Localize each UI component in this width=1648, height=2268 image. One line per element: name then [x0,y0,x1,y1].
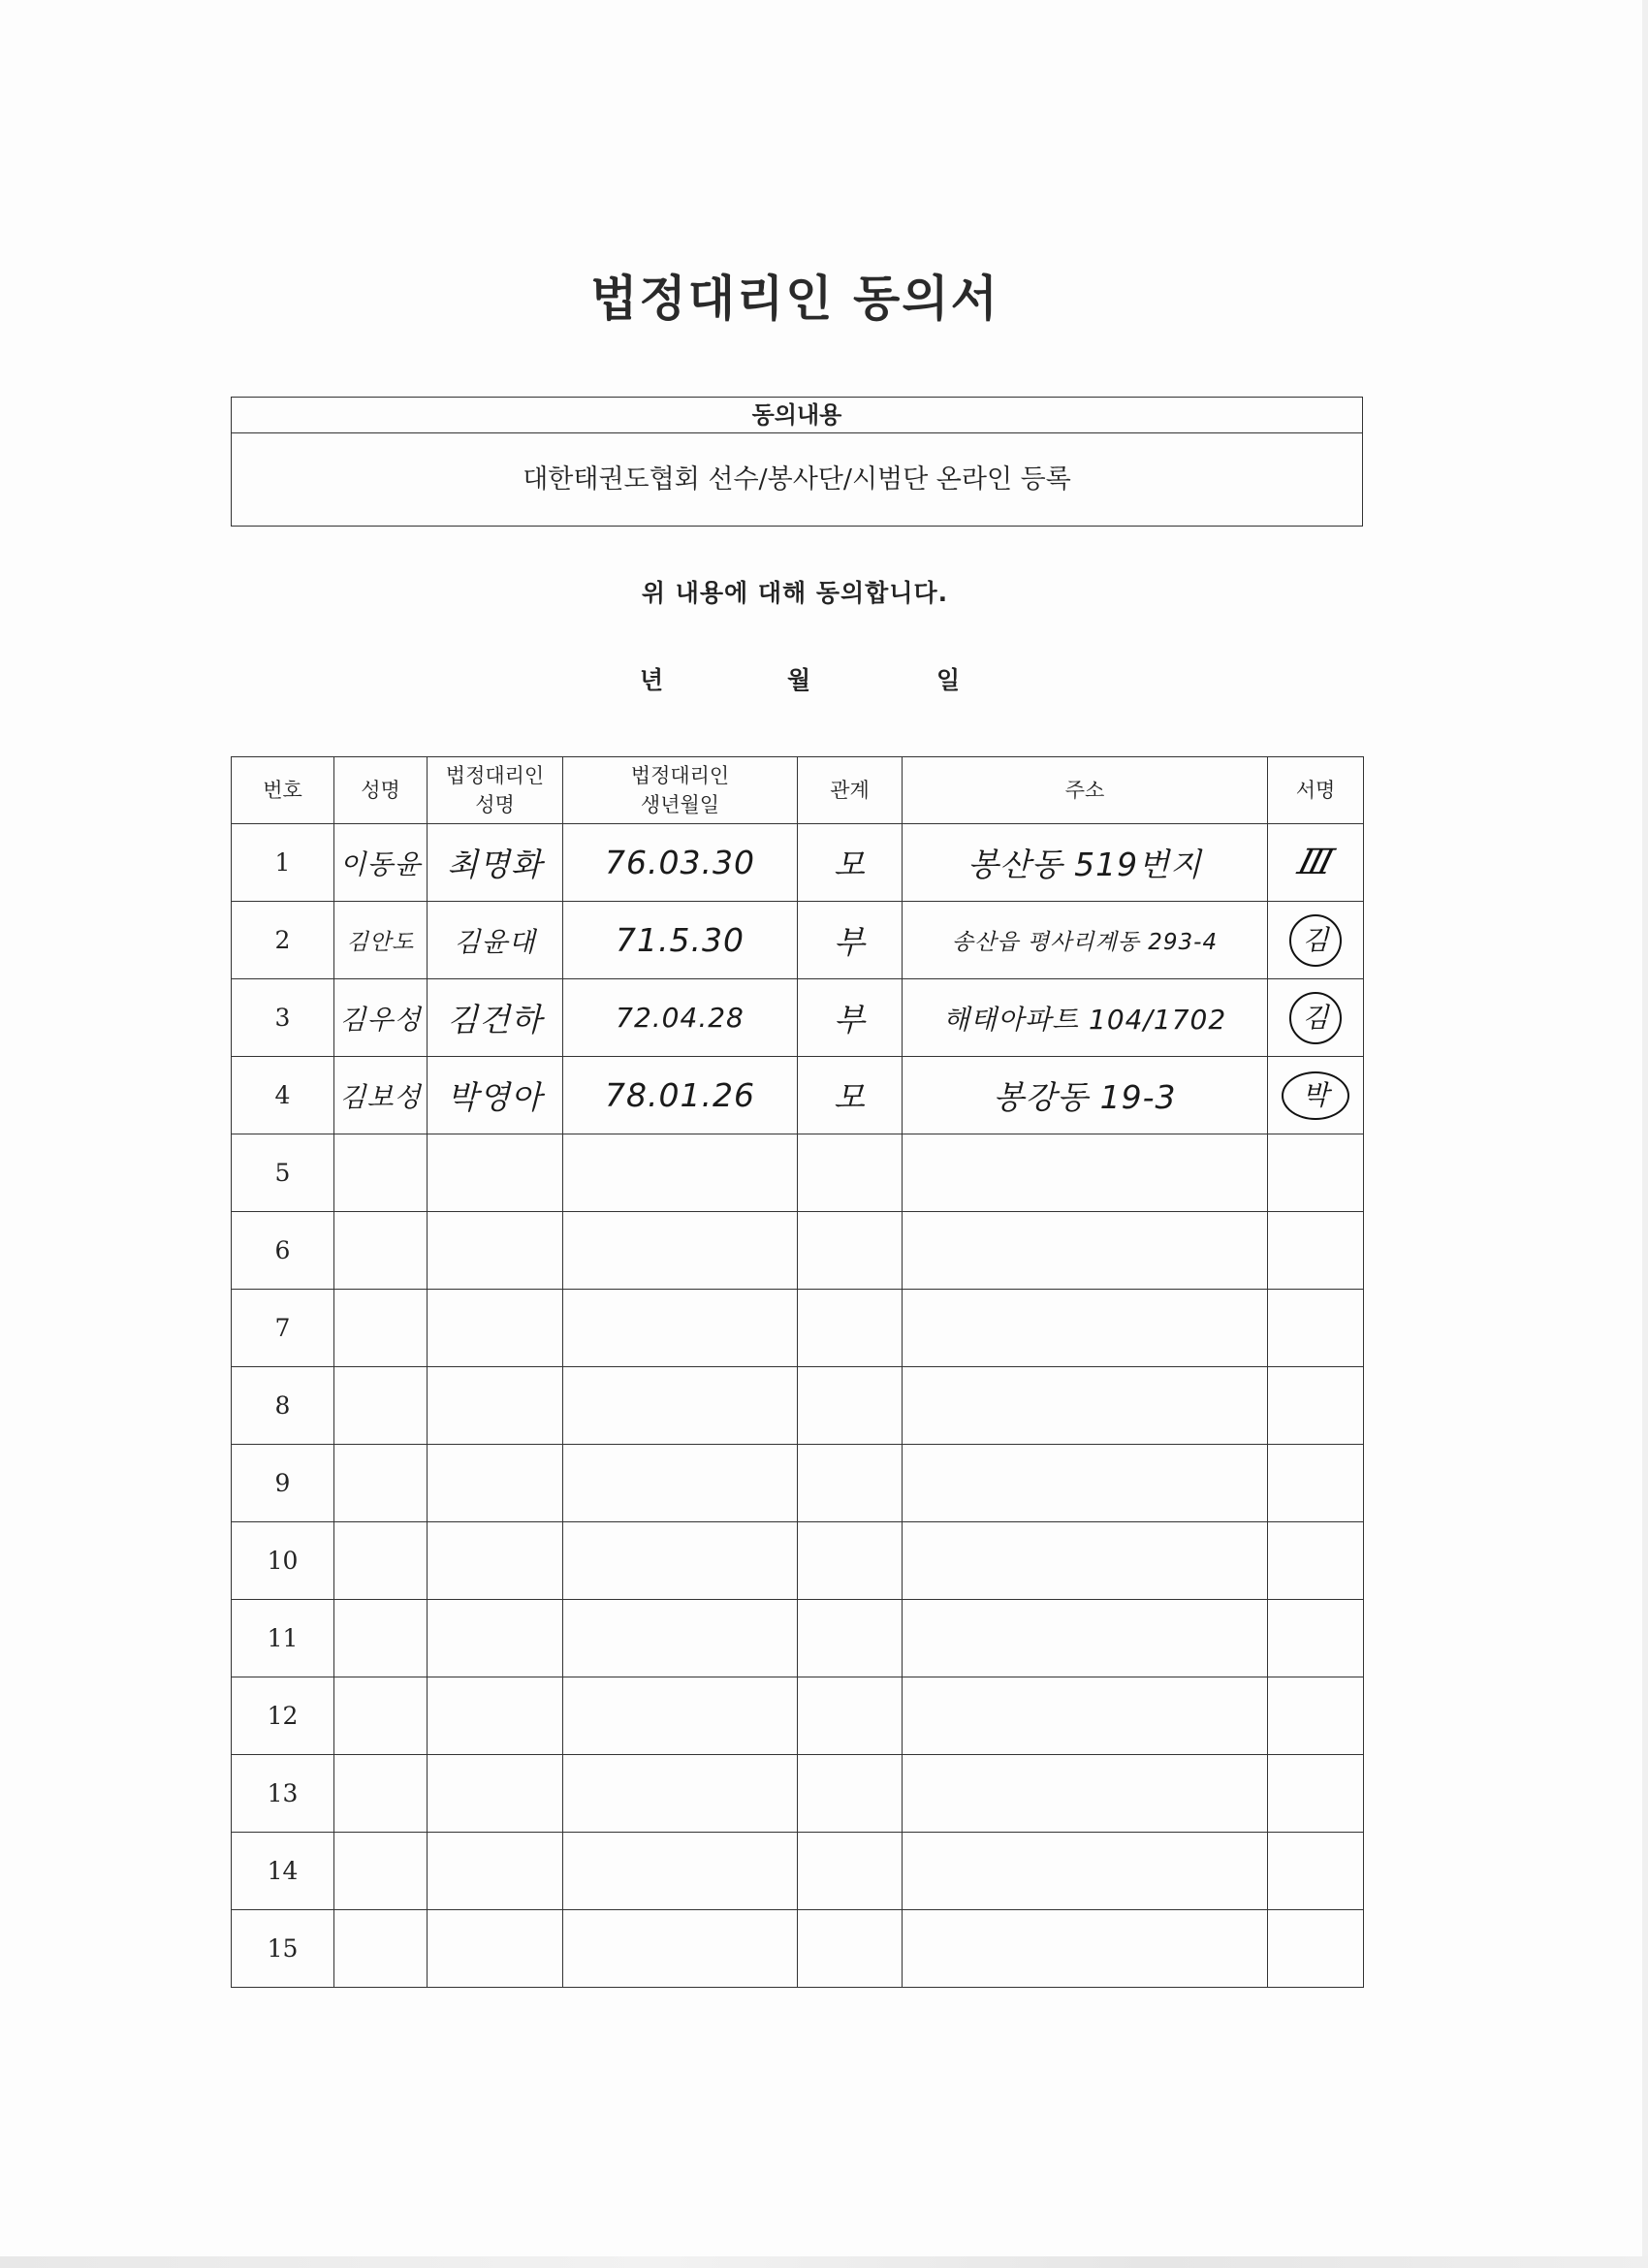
header-guardian-birth-line2: 생년월일 [640,793,720,816]
student-name [334,1445,428,1522]
table-row [232,1600,1364,1677]
address [903,1522,1268,1600]
signature-cell [1268,1755,1364,1833]
signature-cell [1268,1290,1364,1367]
relation [798,1290,903,1367]
address: 봉산동 519번지 [903,824,1268,902]
date-line [640,661,969,696]
header-guardian-birth [563,757,798,824]
relation [798,1833,903,1910]
consent-box [231,397,1363,527]
student-name [334,1833,428,1910]
header-guardian-name-line1: 법정대리인 [445,764,545,787]
student-name [334,1600,428,1677]
signature-cell [1268,1445,1364,1522]
date-year-label: 년 [640,666,664,694]
signature-seal: 김 [1289,992,1342,1044]
guardian-name [428,1134,563,1212]
scan-bottom-bar [0,2256,1648,2268]
row-number: 4 [232,1057,334,1134]
student-name [334,1290,428,1367]
date-month-label: 월 [787,666,811,694]
signature-cell [1268,1910,1364,1988]
table-header-row [232,757,1364,824]
relation [798,1910,903,1988]
row-number: 10 [232,1522,334,1600]
header-number: 번호 [232,757,334,824]
address [903,1677,1268,1755]
row-number: 1 [232,824,334,902]
consent-header: 동의내용 [232,398,1362,433]
table-row [232,1445,1364,1522]
row-number: 8 [232,1367,334,1445]
relation [798,1522,903,1600]
student-name [334,1522,428,1600]
header-guardian-birth-line1: 법정대리인 [630,764,730,787]
guardian-birth: 78.01.26 [563,1057,798,1134]
header-address: 주소 [903,757,1268,824]
address [903,1290,1268,1367]
guardian-birth: 71.5.30 [563,902,798,979]
relation [798,1367,903,1445]
student-name [334,1910,428,1988]
guardian-name [428,1833,563,1910]
scan-edge-shadow [1642,0,1648,2268]
relation [798,1445,903,1522]
guardian-birth [563,1755,798,1833]
guardian-birth [563,1445,798,1522]
signature-cell [1268,902,1364,979]
guardian-birth [563,1367,798,1445]
table-row [232,1134,1364,1212]
guardian-birth [563,1600,798,1677]
guardian-birth [563,1910,798,1988]
row-number: 11 [232,1600,334,1677]
student-name [334,1755,428,1833]
guardian-name [428,1600,563,1677]
relation: 부 [798,979,903,1057]
table-row [232,979,1364,1057]
student-name [334,1134,428,1212]
row-number: 3 [232,979,334,1057]
address [903,1445,1268,1522]
student-name: 이동윤 [334,824,428,902]
guardian-name [428,1755,563,1833]
table-row [232,1522,1364,1600]
guardian-name [428,1445,563,1522]
table-row [232,824,1364,902]
table-row [232,1910,1364,1988]
document-title: 법정대리인 동의서 [590,271,999,327]
address: 해태아파트 104/1702 [903,979,1268,1057]
table-row [232,1212,1364,1290]
relation: 부 [798,902,903,979]
row-number: 14 [232,1833,334,1910]
guardian-birth [563,1833,798,1910]
student-name [334,1367,428,1445]
header-relation: 관계 [798,757,903,824]
header-guardian-name [428,757,563,824]
guardian-birth [563,1290,798,1367]
row-number: 6 [232,1212,334,1290]
row-number: 5 [232,1134,334,1212]
student-name: 김우성 [334,979,428,1057]
guardian-name: 김건하 [428,979,563,1057]
relation [798,1755,903,1833]
guardian-name: 최명화 [428,824,563,902]
address: 송산읍 평사리계동 293-4 [903,902,1268,979]
address: 봉강동 19-3 [903,1057,1268,1134]
address [903,1833,1268,1910]
registration-table [231,756,1364,1988]
relation [798,1212,903,1290]
row-number: 2 [232,902,334,979]
table-row [232,1833,1364,1910]
relation [798,1134,903,1212]
row-number: 12 [232,1677,334,1755]
table-row [232,1290,1364,1367]
signature-seal: 박 [1282,1071,1349,1120]
row-number: 13 [232,1755,334,1833]
address [903,1910,1268,1988]
relation: 모 [798,824,903,902]
guardian-name [428,1677,563,1755]
guardian-name [428,1910,563,1988]
table-row [232,1367,1364,1445]
guardian-name [428,1212,563,1290]
header-guardian-name-line2: 성명 [475,793,515,816]
signature-cell [1268,1677,1364,1755]
guardian-birth: 76.03.30 [563,824,798,902]
table-row [232,902,1364,979]
row-number: 15 [232,1910,334,1988]
student-name [334,1212,428,1290]
agreement-statement: 위 내용에 대해 동의합니다. [641,579,949,607]
address [903,1755,1268,1833]
signature-cell [1268,1367,1364,1445]
table-row [232,1677,1364,1755]
student-name [334,1677,428,1755]
address [903,1367,1268,1445]
guardian-birth [563,1677,798,1755]
guardian-name: 김윤대 [428,902,563,979]
header-name: 성명 [334,757,428,824]
guardian-name [428,1522,563,1600]
signature-cell [1268,1600,1364,1677]
guardian-name [428,1367,563,1445]
signature-cell [1268,1134,1364,1212]
guardian-name [428,1290,563,1367]
table-row [232,1755,1364,1833]
signature-cell [1268,979,1364,1057]
guardian-name: 박영아 [428,1057,563,1134]
row-number: 9 [232,1445,334,1522]
signature-scribble: Ⅲ [1293,843,1338,882]
relation [798,1677,903,1755]
signature-cell [1268,1833,1364,1910]
signature-seal: 김 [1289,914,1342,967]
student-name: 김안도 [334,902,428,979]
consent-body: 대한태권도협회 선수/봉사단/시범단 온라인 등록 [523,464,1071,495]
signature-cell [1268,824,1364,902]
address [903,1600,1268,1677]
guardian-birth [563,1522,798,1600]
header-signature: 서명 [1268,757,1364,824]
signature-cell [1268,1057,1364,1134]
table-row [232,1057,1364,1134]
address [903,1212,1268,1290]
row-number: 7 [232,1290,334,1367]
address [903,1134,1268,1212]
signature-cell [1268,1212,1364,1290]
guardian-birth: 72.04.28 [563,979,798,1057]
guardian-birth [563,1134,798,1212]
relation [798,1600,903,1677]
signature-cell [1268,1522,1364,1600]
student-name: 김보성 [334,1057,428,1134]
relation: 모 [798,1057,903,1134]
date-day-label: 일 [936,666,961,694]
guardian-birth [563,1212,798,1290]
